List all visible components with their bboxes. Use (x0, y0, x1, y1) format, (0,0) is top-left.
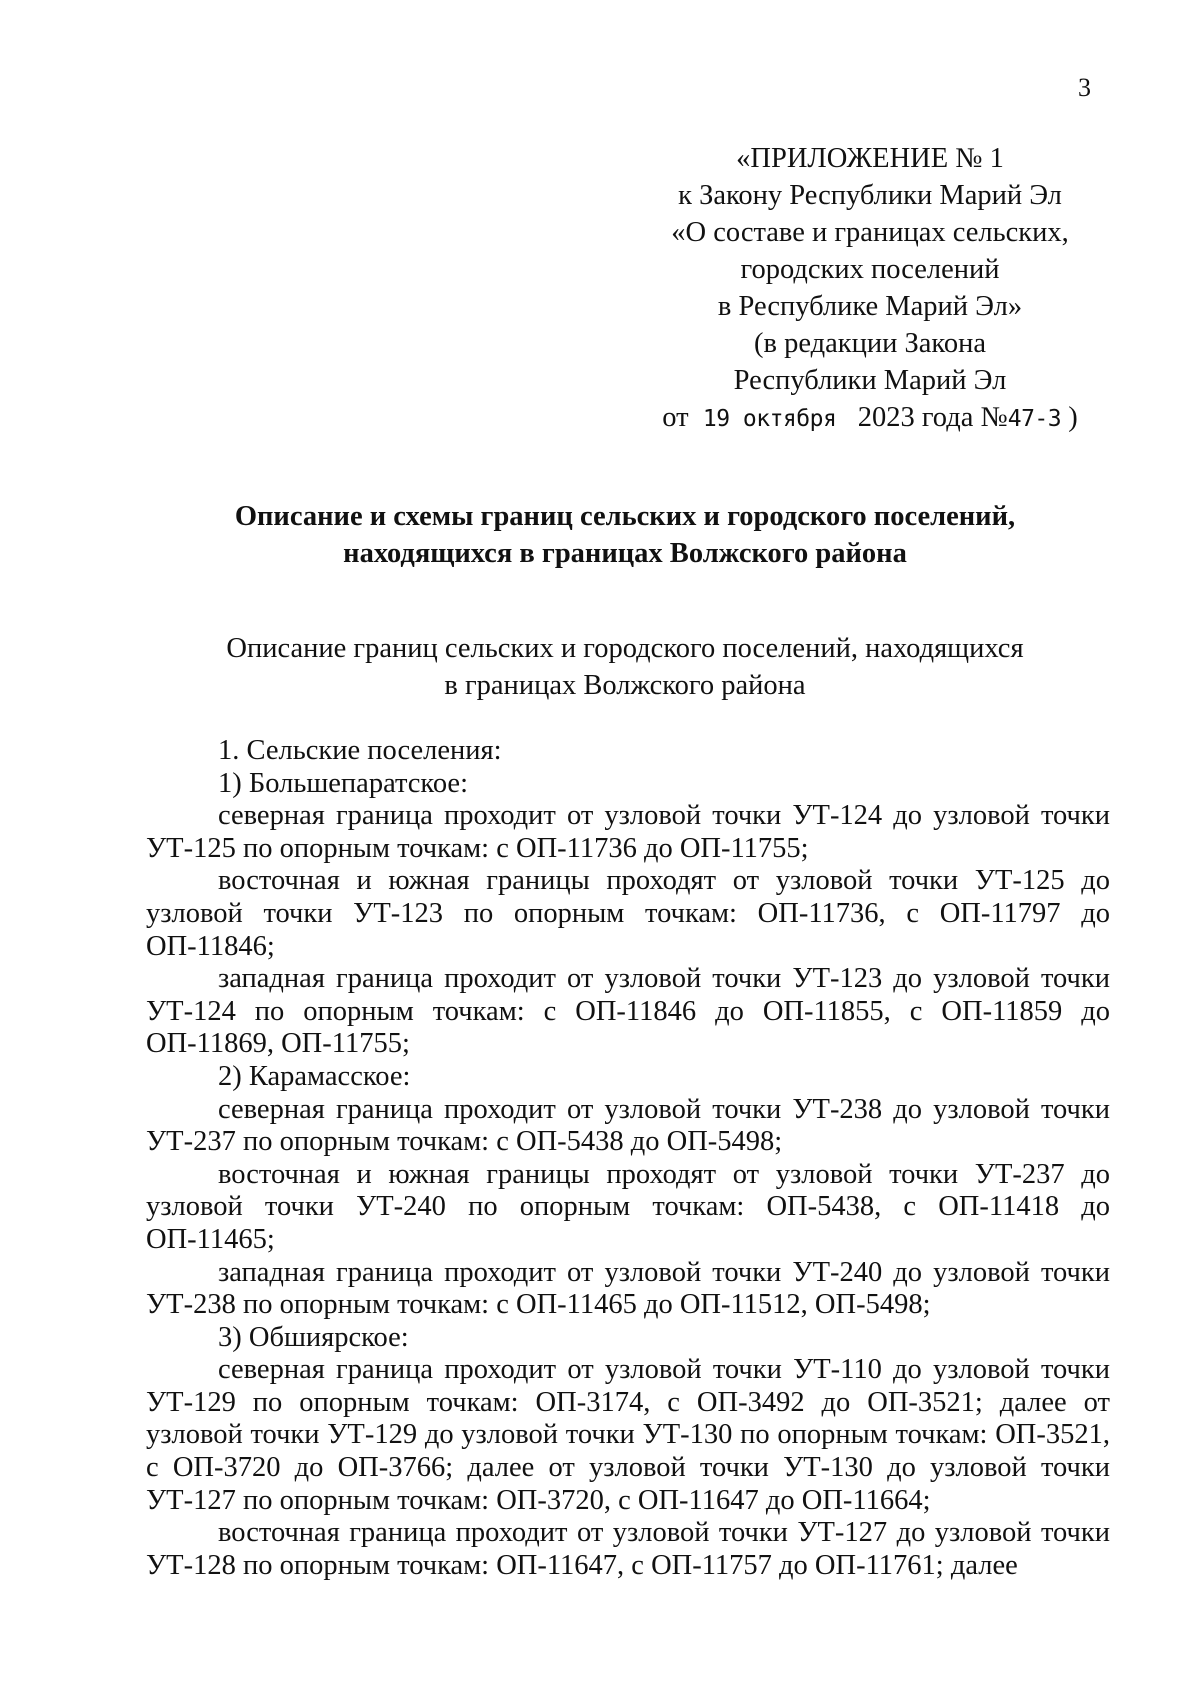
annex-line: городских поселений (740, 254, 1000, 285)
settlement-heading: 2) Карамасское: (218, 1060, 411, 1092)
date-year: 2023 года № (857, 402, 1008, 433)
annex-line: Республики Марий Эл (733, 365, 1007, 396)
section-subtitle (140, 630, 1110, 704)
date-suffix: ) (1068, 402, 1078, 433)
settlement-heading: 1) Большепаратское: (218, 767, 469, 799)
annex-date-line (600, 399, 1140, 438)
subtitle-line: Описание границ сельских и городского поселений, находящихся (226, 633, 1024, 664)
page-number: 3 (1078, 73, 1091, 102)
annex-header (600, 140, 1140, 438)
paragraph: северная граница проходит от узловой точки УТ-238 до узловой точки УТ-237 по опорным точкам: с ОП-5438 до ОП-5498; (146, 1093, 1110, 1158)
paragraph: северная граница проходит от узловой точки УТ-124 до узловой точки УТ-125 по опорным точкам: с ОП-11736 до ОП-11755; (146, 800, 1110, 864)
paragraph: западная граница проходит от узловой точки УТ-123 до узловой точки УТ-124 по опорным точкам: с ОП-11846 до ОП-11855, с ОП-11859 до ОП-11869, ОП-11755; (146, 963, 1110, 1060)
paragraph: восточная и южная границы проходят от узловой точки УТ-125 до узловой точки УТ-123 по опорным точкам: ОП-11736, с ОП-11797 до ОП-11846; (146, 865, 1110, 962)
annex-line: (в редакции Закона (754, 328, 986, 359)
paragraph: восточная и южная границы проходят от узловой точки УТ-237 до узловой точки УТ-240 по опорным точкам: ОП-5438, с ОП-11418 до ОП-11465; (146, 1158, 1110, 1255)
annex-line: к Закону Республики Марий Эл (678, 180, 1062, 211)
paragraph: северная граница проходит от узловой точки УТ-110 до узловой точки УТ-129 по опорным точкам: ОП-3174, с ОП-3492 до ОП-3521; далее от узловой точки УТ-129 до узловой точки УТ-130 по опорным точкам: ОП-3521, с ОП-3720 до ОП-3766; далее от узловой точки УТ-130 до узловой точки УТ-127 по опорным точкам: ОП-3720, с ОП-11647 до ОП-11664; (146, 1354, 1110, 1516)
annex-line: «О составе и границах сельских, (671, 217, 1069, 248)
date-prefix: от (662, 402, 689, 433)
annex-line: «ПРИЛОЖЕНИЕ № 1 (736, 143, 1004, 174)
document-body (146, 735, 1110, 1582)
section-heading: 1. Сельские поселения: (218, 735, 502, 766)
annex-line: в Республике Марий Эл» (717, 291, 1023, 322)
paragraph: западная граница проходит от узловой точки УТ-240 до узловой точки УТ-238 по опорным точкам: с ОП-11465 до ОП-11512, ОП-5498; (146, 1256, 1110, 1321)
title-line: находящихся в границах Волжского района (343, 538, 907, 569)
number-stamp: 47-З (1007, 406, 1062, 432)
date-stamp: 19 октября (702, 406, 837, 432)
title-line: Описание и схемы границ сельских и городского поселений, (234, 501, 1016, 532)
paragraph: восточная граница проходит от узловой точки УТ-127 до узловой точки УТ-128 по опорным точкам: ОП-11647, с ОП-11757 до ОП-11761; далее (146, 1517, 1110, 1581)
document-title (140, 498, 1110, 572)
subtitle-line: в границах Волжского района (444, 670, 806, 701)
settlement-heading: 3) Обшиярское: (218, 1321, 409, 1353)
